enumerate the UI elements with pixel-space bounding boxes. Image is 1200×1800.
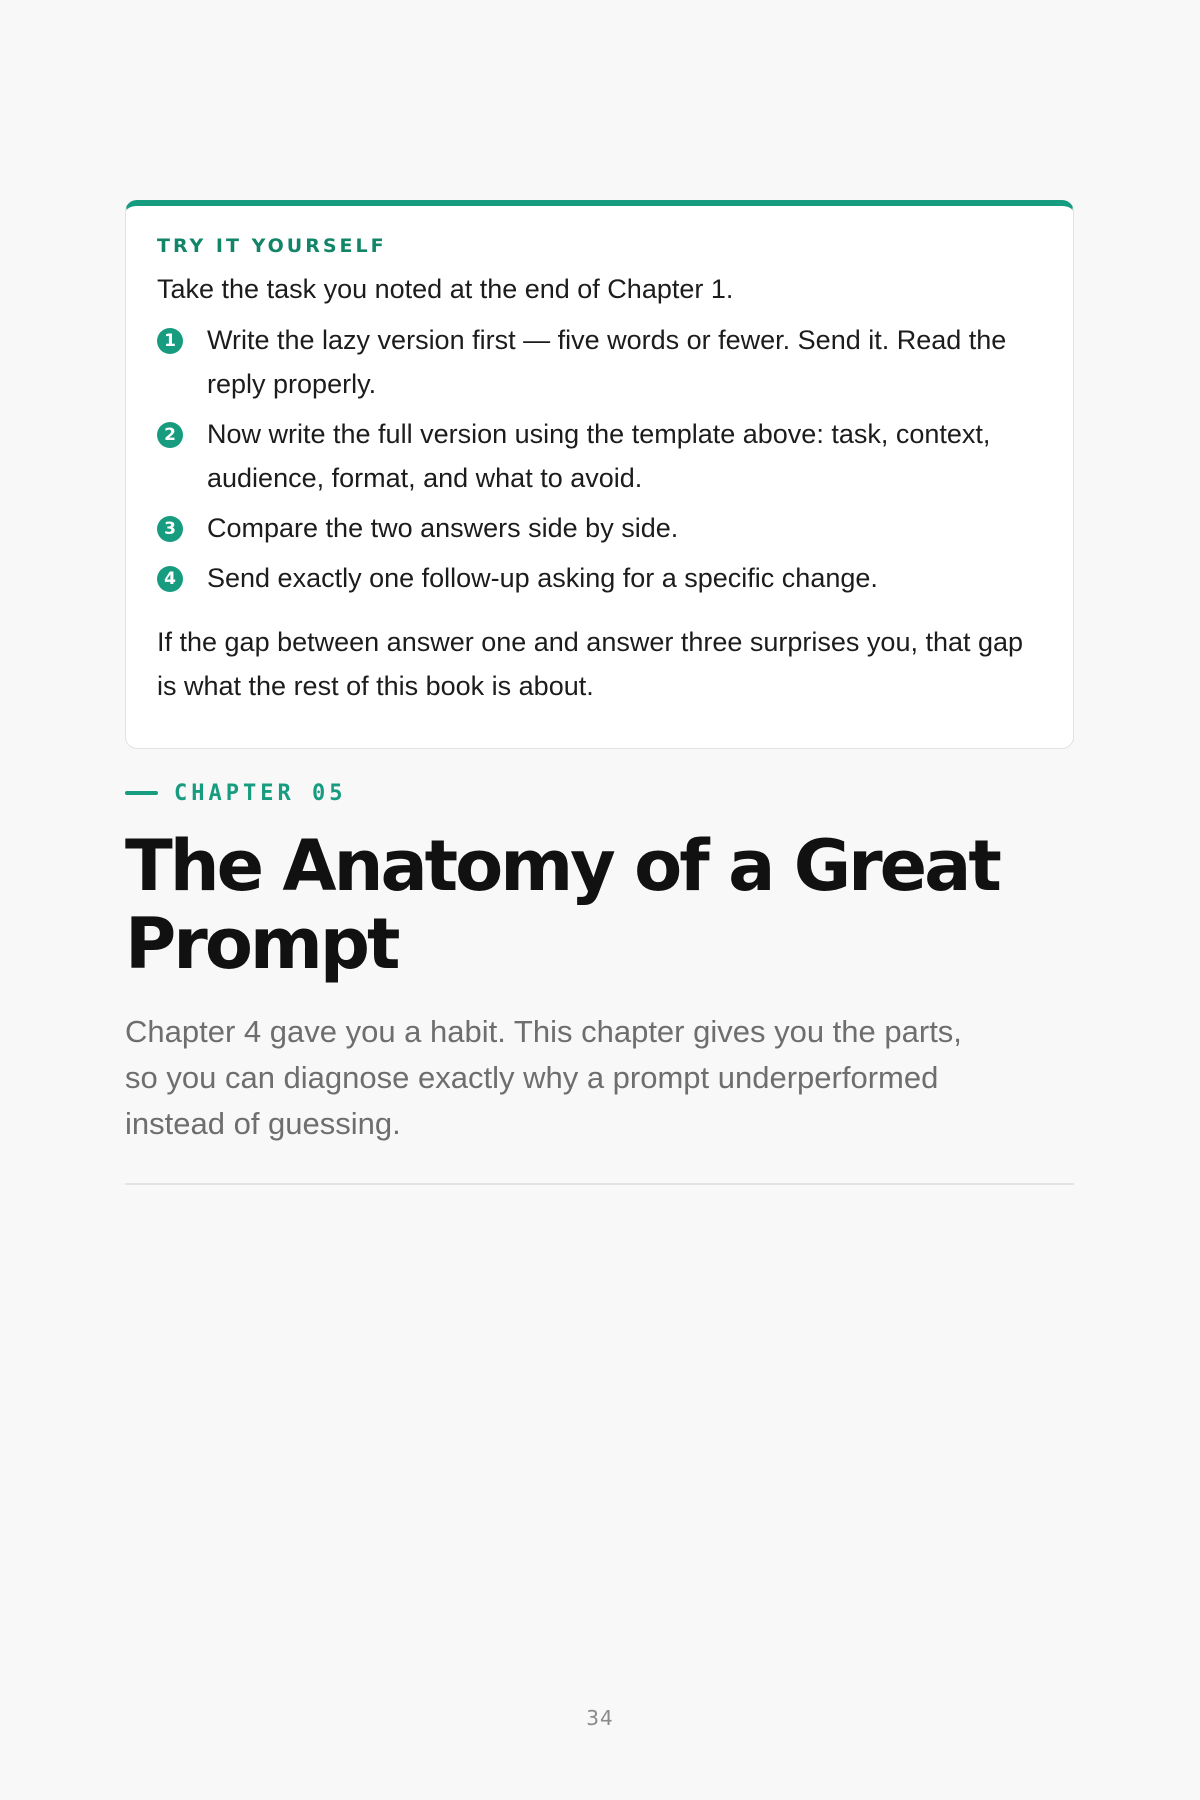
step-text: Now write the full version using the template above: task, context, audience, format, and what to avoid. (207, 419, 991, 493)
kicker-rule (125, 791, 158, 795)
list-item (157, 564, 1043, 600)
step-text: Write the lazy version first — five words or fewer. Send it. Read the reply properly. (207, 325, 1007, 399)
list-item (157, 514, 1043, 550)
try-it-yourself-callout (125, 200, 1074, 749)
chapter-number: CHAPTER 05 (174, 780, 347, 806)
step-number-badge: 4 (157, 566, 183, 592)
step-number-badge: 2 (157, 422, 183, 448)
list-item (157, 326, 1043, 406)
callout-label: TRY IT YOURSELF (157, 235, 387, 257)
callout-intro: Take the task you noted at the end of Chapter 1. (157, 274, 734, 304)
steps-list (157, 326, 1043, 600)
chapter-title: The Anatomy of a Great Prompt (125, 825, 999, 985)
chapter-kicker (125, 779, 1074, 807)
chapter-deck: Chapter 4 gave you a habit. This chapter gives you the parts, so you can diagnose exactly why a prompt underperformed instead of guessing. (125, 1014, 962, 1141)
list-item (157, 420, 1043, 500)
page-content (125, 200, 1074, 1185)
callout-outro: If the gap between answer one and answer three surprises you, that gap is what the rest of this book is about. (157, 627, 1024, 701)
divider (125, 1183, 1074, 1185)
step-number-badge: 3 (157, 516, 183, 542)
step-number-badge: 1 (157, 328, 183, 354)
step-text: Send exactly one follow-up asking for a specific change. (207, 563, 878, 593)
page-number: 34 (586, 1706, 614, 1730)
step-text: Compare the two answers side by side. (207, 513, 679, 543)
